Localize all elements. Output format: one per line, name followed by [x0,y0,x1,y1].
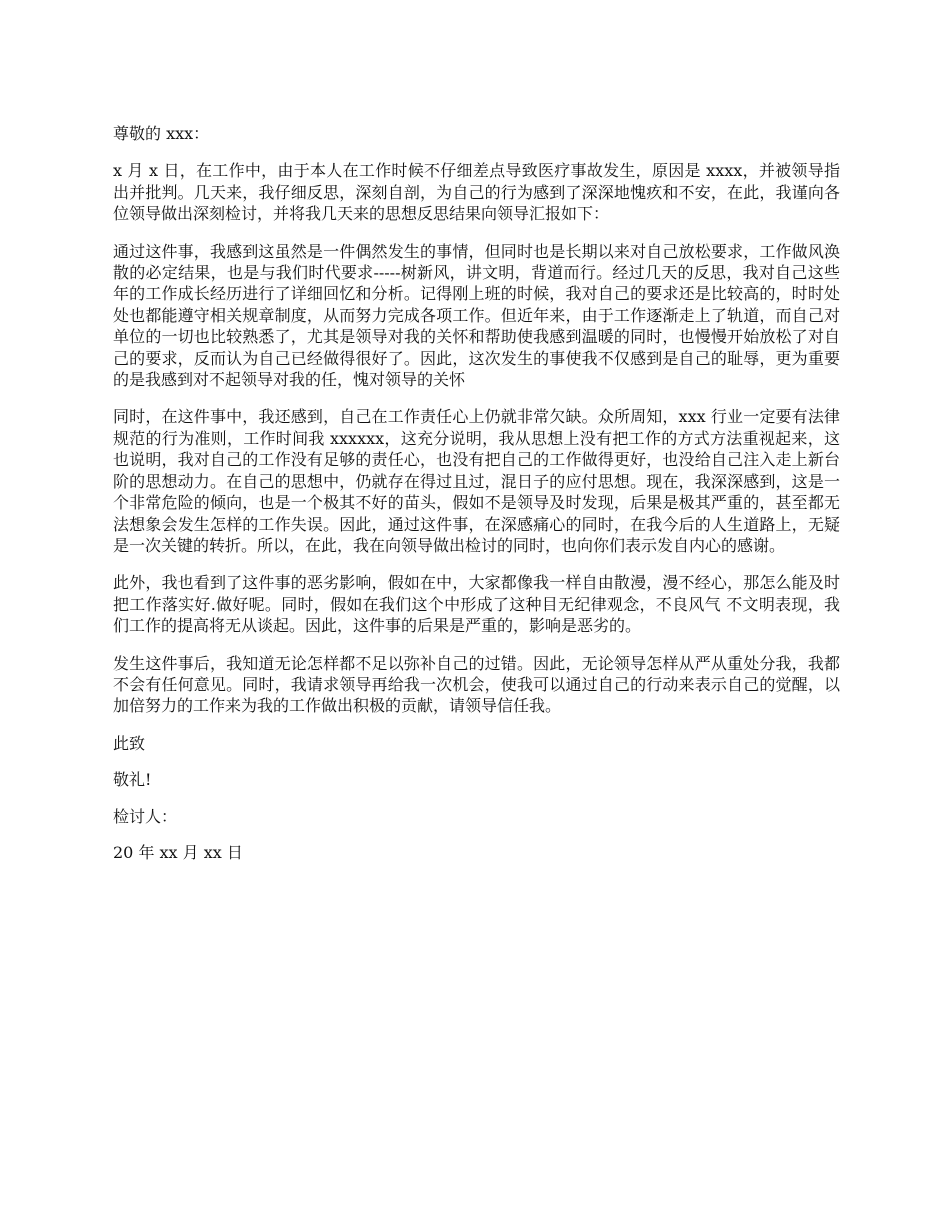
paragraph-responsibility: 同时，在这件事中，我还感到，自己在工作责任心上仍就非常欠缺。众所周知，xxx 行业一定要有法律规范的行为准则，工作时间我 xxxxxx，这充分说明，我从思想上没有把工作的方式方法重视起来，这也说明，我对自己的工作没有足够的责任心，也没有把自己的工作做得更好，也没给自己注入走上新台阶的思想动力。在自己的思想中，仍就存在得过且过，混日子的应付思想。现在，我深深感到，这是一个非常危险的倾向，也是一个极其不好的苗头，假如不是领导及时发现，后果是极其严重的，甚至都无法想象会发生怎样的工作失误。因此，通过这件事，在深感痛心的同时，在我今后的人生道路上，无疑是一次关键的转折。所以，在此，我在向领导做出检讨的同时，也向你们表示发自内心的感谢。 [113,407,840,555]
paragraph-commitment: 发生这件事后，我知道无论怎样都不足以弥补自己的过错。因此，无论领导怎样从严从重处分我，我都不会有任何意见。同时，我请求领导再给我一次机会，使我可以通过自己的行动来表示自己的觉醒，以加倍努力的工作来为我的工作做出积极的贡献，请领导信任我。 [113,653,840,716]
paragraph-incident: x 月 x 日，在工作中，由于本人在工作时候不仔细差点导致医疗事故发生，原因是 xxxx，并被领导指出并批判。几天来，我仔细反思，深刻自剖，为自己的行为感到了深深地愧疚和不安，在此，我谨向各位领导做出深刻检讨，并将我几天来的思想反思结果向领导汇报如下： [113,161,840,224]
letter-date: 20 年 xx 月 xx 日 [113,842,243,862]
signature-label: 检讨人： [113,806,178,826]
regards-line: 敬礼! [113,770,152,790]
closing-line: 此致 [113,733,146,753]
paragraph-reflection: 通过这件事，我感到这虽然是一件偶然发生的事情，但同时也是长期以来对自己放松要求，工作做风涣散的必定结果，也是与我们时代要求-----树新风，讲文明，背道而行。经过几天的反思，我对自己这些年的工作成长经历进行了详细回忆和分析。记得刚上班的时候，我对自己的要求还是比较高的，时时处处也都能遵守相关规章制度，从而努力完成各项工作。但近年来，由于工作逐渐走上了轨道，而自己对单位的一切也比较熟悉了，尤其是领导对我的关怀和帮助使我感到温暖的同时，也慢慢开始放松了对自己的要求，反而认为自己已经做得很好了。因此，这次发生的事使我不仅感到是自己的耻辱，更为重要的是我感到对不起领导对我的任，愧对领导的关怀 [113,241,840,390]
salutation: 尊敬的 xxx： [113,124,210,143]
letter-body [113,123,840,878]
paragraph-impact: 此外，我也看到了这件事的恶劣影响，假如在中，大家都像我一样自由散漫，漫不经心，那怎么能及时把工作落实好.做好呢。同时，假如在我们这个中形成了这种目无纪律观念，不良风气 不文明表现，我们工作的提高将无从谈起。因此，这件事的后果是严重的，影响是恶劣的。 [113,573,840,636]
